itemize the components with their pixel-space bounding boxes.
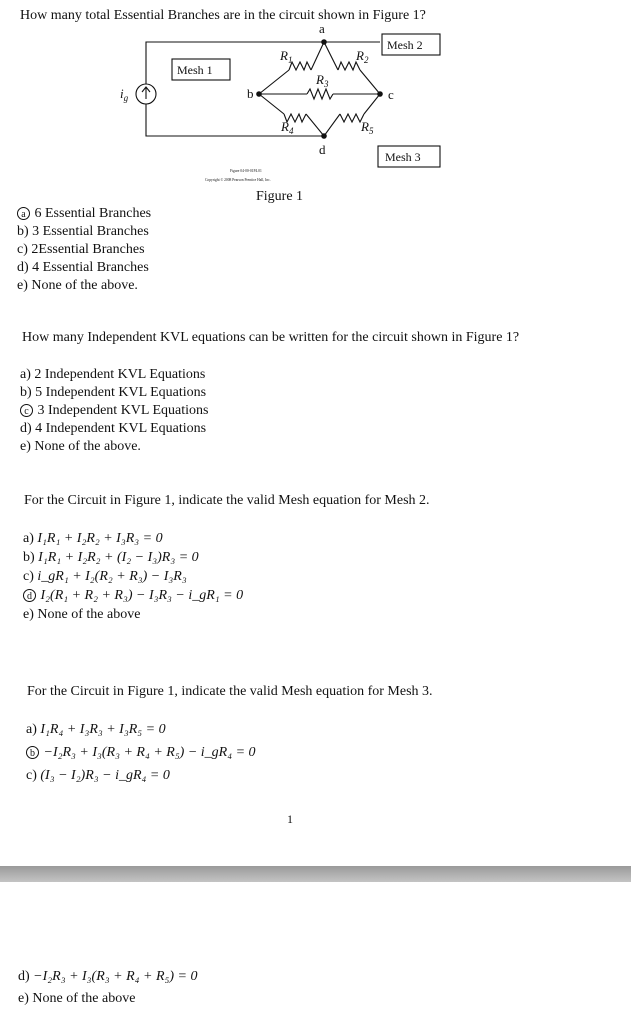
q4-option-e[interactable] <box>18 988 197 1010</box>
option-text: 3 Essential Branches <box>32 224 149 239</box>
option-letter: a) <box>26 722 37 737</box>
option-text: (I₃ − I₂)R₃ − i_gR₄ = 0 <box>40 768 170 783</box>
option-text: 5 Independent KVL Equations <box>35 385 207 400</box>
option-text: 3 Independent KVL Equations <box>37 403 209 418</box>
q2-option-d[interactable] <box>20 420 208 438</box>
r1-label: $R_1$ <box>280 48 293 65</box>
figure-copyright: Copyright © 2008 Pearson Prentice Hall, Inc. <box>205 178 271 182</box>
option-letter: c) <box>23 569 34 584</box>
q3-option-a[interactable] <box>23 529 243 548</box>
q4-options <box>26 718 256 787</box>
option-letter: d) <box>20 421 32 436</box>
q3-option-b[interactable] <box>23 548 243 567</box>
option-letter: e) <box>18 991 29 1006</box>
option-letter: e) <box>23 607 34 622</box>
q4-option-c[interactable] <box>26 764 256 787</box>
selected-answer-circle-icon: b <box>26 746 39 759</box>
page-number: 1 <box>287 812 293 826</box>
option-letter: b) <box>20 385 32 400</box>
q1-option-d[interactable] <box>17 259 151 277</box>
option-letter: b) <box>23 550 35 565</box>
option-text: I₁R₄ + I₃R₃ + I₃R₅ = 0 <box>40 722 166 737</box>
option-letter: d) <box>18 969 30 984</box>
q3-option-d[interactable] <box>23 586 243 605</box>
figure-id: Figure 04-00-01P4.01 <box>230 169 262 173</box>
q3-option-c[interactable] <box>23 567 243 586</box>
q2-option-a[interactable] <box>20 366 208 384</box>
option-text: I₁R₁ + I₂R₂ + (I₂ − I₃)R₃ = 0 <box>38 550 199 565</box>
option-letter: a) <box>23 531 34 546</box>
selected-answer-circle-icon: d <box>23 589 36 602</box>
option-letter: e) <box>20 439 31 454</box>
option-text: 2Essential Branches <box>31 242 145 257</box>
q4-option-b[interactable] <box>26 741 256 764</box>
option-text: 6 Essential Branches <box>34 206 152 221</box>
node-c-label: c <box>388 87 394 102</box>
node-b-label: b <box>247 86 254 101</box>
q1-option-c[interactable] <box>17 241 151 259</box>
r4-label: $R_4$ <box>281 119 294 136</box>
q1-option-a[interactable] <box>17 205 151 223</box>
option-letter: c) <box>26 768 37 783</box>
q2-option-b[interactable] <box>20 384 208 402</box>
q2-option-e[interactable] <box>20 438 208 456</box>
question-2-text: How many Independent KVL equations can be written for the circuit shown in Figure 1? <box>22 330 520 345</box>
q4-options-continued <box>18 966 197 1010</box>
node-a-label: a <box>319 24 325 36</box>
q1-option-e[interactable] <box>17 277 151 295</box>
option-text: 4 Independent KVL Equations <box>35 421 207 436</box>
r5-label: $R_5$ <box>361 119 374 136</box>
option-text: I₂(R₁ + R₂ + R₃) − I₃R₃ − i_gR₁ = 0 <box>40 588 244 603</box>
question-1-text: How many total Essential Branches are in the circuit shown in Figure 1? <box>20 8 426 23</box>
ig-label: $i_g$ <box>120 86 129 103</box>
option-text: I₁R₁ + I₂R₂ + I₃R₃ = 0 <box>37 531 163 546</box>
q1-options <box>17 205 151 295</box>
mesh-3-label: Mesh 3 <box>385 150 421 164</box>
q2-options <box>20 366 208 456</box>
option-text: None of the above. <box>34 439 141 454</box>
option-letter: c) <box>17 242 28 257</box>
option-text: −I₂R₃ + I₃(R₃ + R₄ + R₅) = 0 <box>33 969 198 984</box>
figure-caption: Figure 1 <box>256 189 304 204</box>
option-letter: e) <box>17 278 28 293</box>
node-d-label: d <box>319 142 326 157</box>
option-text: 4 Essential Branches <box>32 260 149 275</box>
mesh-1-label: Mesh 1 <box>177 63 213 77</box>
q3-options <box>23 529 243 624</box>
option-letter: a) <box>20 367 31 382</box>
mesh-2-label: Mesh 2 <box>387 38 423 52</box>
selected-answer-circle-icon: c <box>20 404 33 417</box>
q3-option-e[interactable] <box>23 605 243 624</box>
q4-option-a[interactable] <box>26 718 256 741</box>
q2-option-c[interactable] <box>20 402 208 420</box>
selected-answer-circle-icon: a <box>17 207 30 220</box>
q4-option-d[interactable] <box>18 966 197 988</box>
r2-label: $R_2$ <box>356 48 369 65</box>
option-text: None of the above. <box>31 278 138 293</box>
option-letter: d) <box>17 260 29 275</box>
q1-option-b[interactable] <box>17 223 151 241</box>
r3-label: $R_3$ <box>316 72 329 89</box>
option-text: 2 Independent KVL Equations <box>34 367 206 382</box>
circuit-figure <box>100 24 450 214</box>
option-letter: b) <box>17 224 29 239</box>
question-3-text: For the Circuit in Figure 1, indicate the valid Mesh equation for Mesh 2. <box>24 493 430 508</box>
option-text: None of the above <box>37 607 141 622</box>
option-text: i_gR₁ + I₂(R₂ + R₃) − I₃R₃ <box>37 569 187 584</box>
question-4-text: For the Circuit in Figure 1, indicate the valid Mesh equation for Mesh 3. <box>27 684 433 699</box>
option-text: None of the above <box>32 991 136 1006</box>
option-text: −I₂R₃ + I₃(R₃ + R₄ + R₅) − i_gR₄ = 0 <box>43 745 256 760</box>
page-separator <box>0 866 631 882</box>
